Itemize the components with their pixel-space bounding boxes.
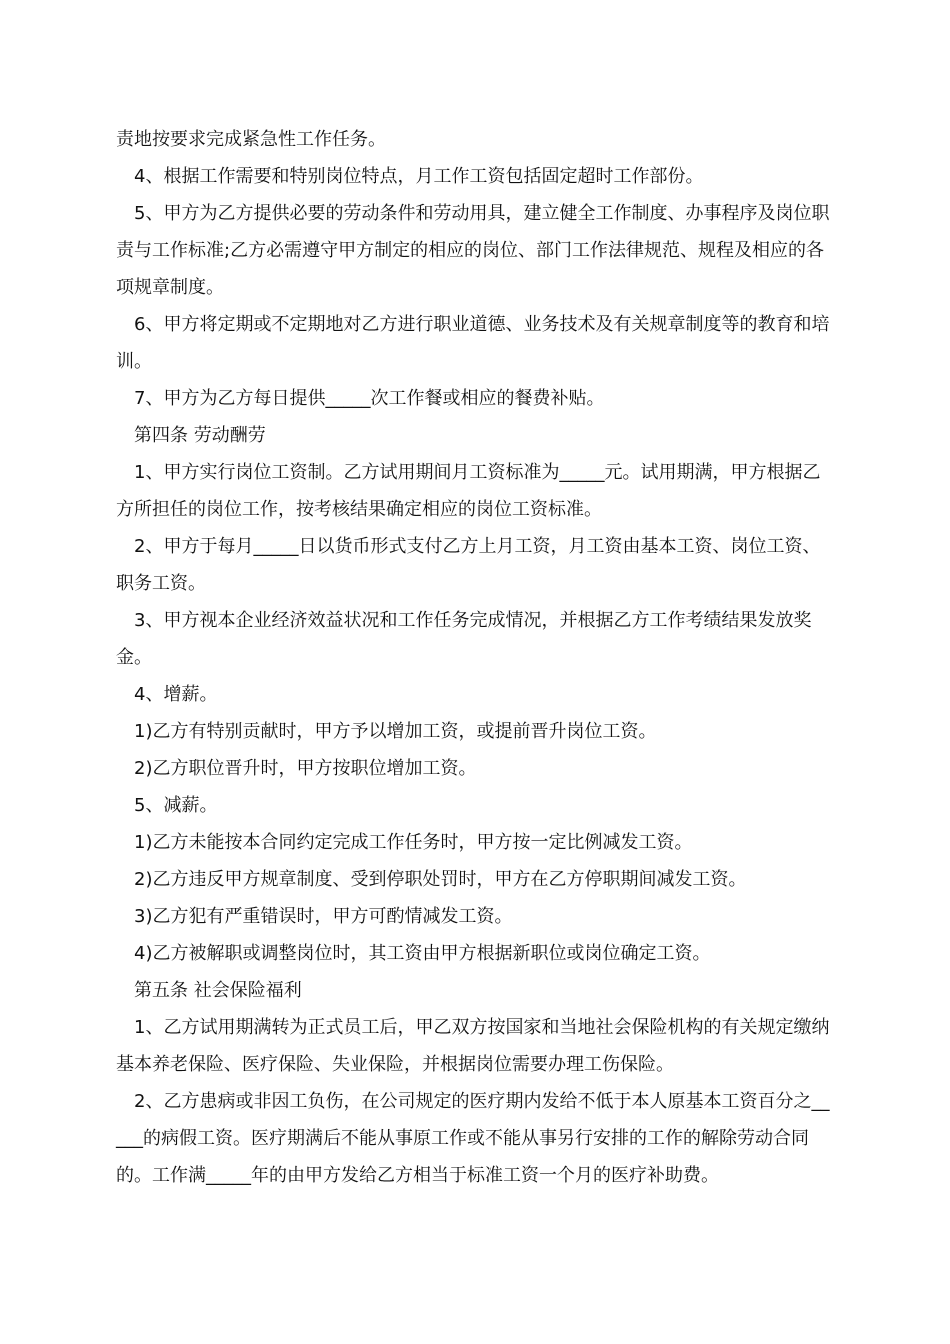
paragraph-2: 4、根据工作需要和特别岗位特点，月工作工资包括固定超时工作部份。 <box>134 166 704 187</box>
paragraph-7: 1、甲方实行岗位工资制。乙方试用期间月工资标准为_____元。试用期满，甲方根据乙方所担任的岗位工作，按考核结果确定相应的岗位工资标准。 <box>116 462 821 520</box>
paragraph-5: 7、甲方为乙方每日提供_____次工作餐或相应的餐费补贴。 <box>134 388 605 409</box>
paragraph-15: 2)乙方违反甲方规章制度、受到停职处罚时，甲方在乙方停职期间减发工资。 <box>134 869 747 890</box>
section-heading-article-4: 第四条 劳动酬劳 <box>134 425 266 446</box>
paragraph-3: 5、甲方为乙方提供必要的劳动条件和劳动用具，建立健全工作制度、办事程序及岗位职责与工作标准;乙方必需遵守甲方制定的相应的岗位、部门工作法律规范、规程及相应的各项规章制度。 <box>116 203 830 298</box>
paragraph-9: 3、甲方视本企业经济效益状况和工作任务完成情况，并根据乙方工作考绩结果发放奖金。 <box>116 610 812 668</box>
paragraph-16: 3)乙方犯有严重错误时，甲方可酌情减发工资。 <box>134 906 513 927</box>
paragraph-4: 6、甲方将定期或不定期地对乙方进行职业道德、业务技术及有关规章制度等的教育和培训。 <box>116 314 830 372</box>
paragraph-11: 1)乙方有特别贡献时，甲方予以增加工资，或提前晋升岗位工资。 <box>134 721 657 742</box>
document-body <box>116 121 838 1194</box>
paragraph-13: 5、减薪。 <box>134 795 218 816</box>
paragraph-1: 责地按要求完成紧急性工作任务。 <box>116 129 386 150</box>
paragraph-17: 4)乙方被解职或调整岗位时，其工资由甲方根据新职位或岗位确定工资。 <box>134 943 711 964</box>
section-heading-article-5: 第五条 社会保险福利 <box>134 980 302 1001</box>
paragraph-12: 2)乙方职位晋升时，甲方按职位增加工资。 <box>134 758 477 779</box>
paragraph-14: 1)乙方未能按本合同约定完成工作任务时，甲方按一定比例减发工资。 <box>134 832 693 853</box>
paragraph-19: 1、乙方试用期满转为正式员工后，甲乙双方按国家和当地社会保险机构的有关规定缴纳基本养老保险、医疗保险、失业保险，并根据岗位需要办理工伤保险。 <box>116 1017 830 1075</box>
paragraph-8: 2、甲方于每月_____日以货币形式支付乙方上月工资，月工资由基本工资、岗位工资、职务工资。 <box>116 536 821 594</box>
paragraph-20: 2、乙方患病或非因工负伤，在公司规定的医疗期内发给不低于本人原基本工资百分之_____的病假工资。医疗期满后不能从事原工作或不能从事另行安排的工作的解除劳动合同的。工作满_____年的由甲方发给乙方相当于标准工资一个月的医疗补助费。 <box>116 1091 830 1186</box>
paragraph-10: 4、增薪。 <box>134 684 218 705</box>
